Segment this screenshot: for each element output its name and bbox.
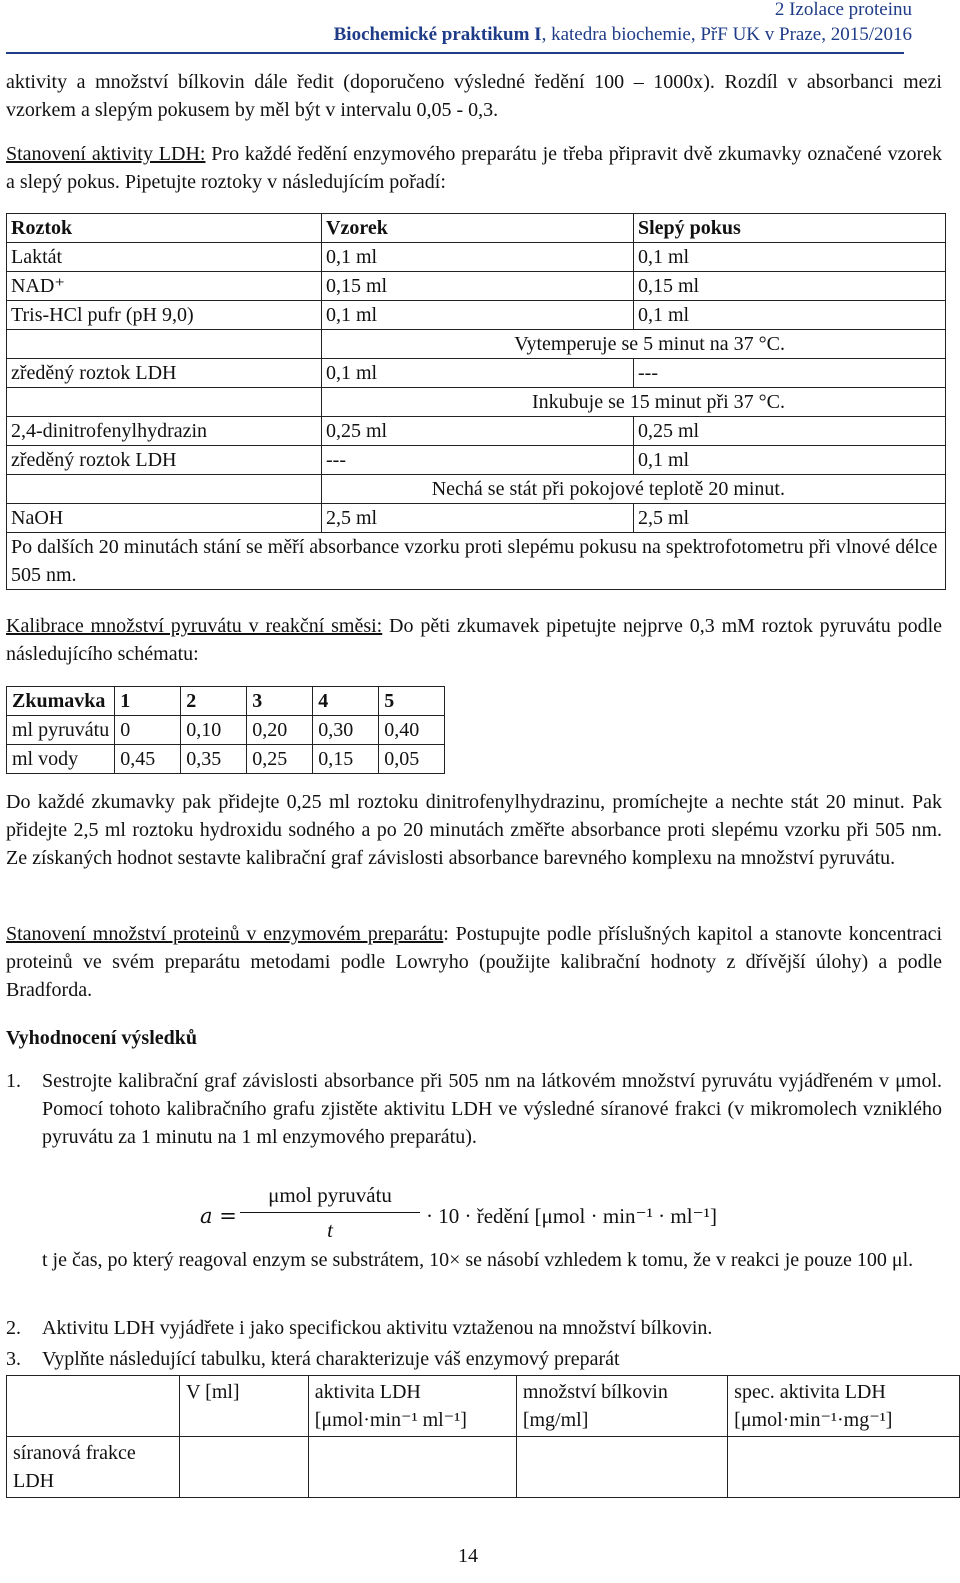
table-header-cell: V [ml]	[180, 1376, 309, 1437]
calib-section-title: Kalibrace množství pyruvátu v reakční směsi:	[6, 615, 383, 637]
table-cell: 0,15 ml	[634, 272, 946, 301]
table-cell: 0,1 ml	[634, 243, 946, 272]
page-header	[0, 0, 912, 48]
table-note-row	[7, 330, 946, 359]
table-header-cell: 2	[181, 687, 247, 716]
table-cell: 0,1 ml	[322, 301, 634, 330]
list-item	[6, 1067, 942, 1151]
table-header-cell	[7, 1376, 180, 1437]
formula-lhs: a =	[200, 1204, 237, 1228]
table-note-cell: Nechá se stát při pokojové teplotě 20 minut.	[322, 475, 946, 504]
table-cell: 0,10	[181, 716, 247, 745]
table-header-row	[7, 1376, 960, 1437]
table-cell: NAD⁺	[7, 272, 322, 301]
table-cell: ---	[322, 446, 634, 475]
table-cell: 0	[115, 716, 181, 745]
table-row	[7, 745, 445, 774]
table-cell: zředěný roztok LDH	[7, 359, 322, 388]
table-cell: 0,1 ml	[322, 243, 634, 272]
table-cell: 0,40	[379, 716, 445, 745]
table-cell: ml pyruvátu	[7, 716, 115, 745]
table-cell: 0,1 ml	[322, 359, 634, 388]
table-cell: 0,1 ml	[634, 301, 946, 330]
table-cell: 0,1 ml	[634, 446, 946, 475]
fraction-bar	[240, 1212, 420, 1213]
formula-fraction	[240, 1180, 420, 1245]
table-header-cell: 3	[247, 687, 313, 716]
table-cell: ml vody	[7, 745, 115, 774]
list-item-number: 3.	[6, 1348, 21, 1370]
table-cell: 0,15	[313, 745, 379, 774]
results-heading: Vyhodnocení výsledků	[6, 1027, 197, 1049]
calibration-table	[6, 686, 445, 774]
formula-rest: · 10 · ředění [μmol · min⁻¹ · ml⁻¹]	[426, 1204, 717, 1228]
table-cell: NaOH	[7, 504, 322, 533]
table-header-cell: Slepý pokus	[634, 214, 946, 243]
formula-note	[6, 1246, 942, 1274]
table-cell	[728, 1437, 960, 1498]
table-cell: 0,20	[247, 716, 313, 745]
table-header-cell: 4	[313, 687, 379, 716]
results-list-1	[6, 1067, 942, 1151]
table-cell: 0,15 ml	[322, 272, 634, 301]
course-details: , katedra biochemie, PřF UK v Praze, 2015/2016	[541, 24, 912, 45]
formula-note-block	[6, 1246, 942, 1274]
table-cell: zředěný roztok LDH	[7, 446, 322, 475]
table-cell: 0,05	[379, 745, 445, 774]
table-header-cell: Zkumavka	[7, 687, 115, 716]
table-cell: ---	[634, 359, 946, 388]
formula-numerator: μmol pyruvátu	[268, 1183, 392, 1207]
table-note-cell: Vytemperuje se 5 minut na 37 °C.	[322, 330, 946, 359]
table-cell: 2,4-dinitrofenylhydrazin	[7, 417, 322, 446]
calib-after-paragraph: Do každé zkumavky pak přidejte 0,25 ml roztoku dinitrofenylhydrazinu, promíchejte a nechte stát 20 minut. Pak přidejte 2,5 ml roztoku hydroxidu sodného a po 20 minutách změřte absorbance proti slepému vzorku při 505 nm. Ze získaných hodnot sestavte kalibrační graf závislosti absorbance barevného komplexu na množství pyruvátu.	[6, 791, 942, 869]
ldh-section-paragraph	[6, 140, 942, 196]
table-row	[7, 1437, 960, 1498]
formula-note-text: t je čas, po který reagoval enzym se substrátem, 10× se násobí vzhledem k tomu, že v reakci je pouze 100 μl.	[42, 1249, 914, 1271]
table-cell: Tris-HCl pufr (pH 9,0)	[7, 301, 322, 330]
table-row	[7, 301, 946, 330]
table-row	[7, 272, 946, 301]
protein-section-text: : Postupujte podle příslušných kapitol a stanovte koncentraci proteinů ve svém preparátu metodami podle Lowryho (použijte kalibrační hodnoty z dřívější úlohy) a podle Bradforda.	[6, 923, 942, 1001]
table-row	[7, 716, 445, 745]
table-footer-row	[7, 533, 946, 590]
table-cell	[7, 388, 322, 417]
table-cell	[308, 1437, 516, 1498]
table-cell	[7, 330, 322, 359]
table-cell: 0,30	[313, 716, 379, 745]
calib-section-paragraph	[6, 612, 942, 668]
results-list-2	[6, 1314, 942, 1373]
table-cell: Laktát	[7, 243, 322, 272]
table-cell: 2,5 ml	[634, 504, 946, 533]
table-footer-cell: Po dalších 20 minutách stání se měří absorbance vzorku proti slepému pokusu na spektrofotometru při vlnové délce 505 nm.	[7, 533, 946, 590]
list-item	[6, 1314, 942, 1342]
table-cell: 0,25 ml	[634, 417, 946, 446]
table-cell: síranová frakce LDH	[7, 1437, 180, 1498]
page-number: 14	[458, 1545, 478, 1567]
table-cell: 2,5 ml	[322, 504, 634, 533]
list-item-number: 2.	[6, 1317, 21, 1339]
table-row	[7, 359, 946, 388]
table-header-cell: spec. aktivita LDH [μmol·min⁻¹·mg⁻¹]	[728, 1376, 960, 1437]
ldh-pipetting-table	[6, 213, 946, 590]
table-row	[7, 446, 946, 475]
table-cell: 0,35	[181, 745, 247, 774]
course-title	[0, 22, 912, 48]
table-cell: 0,45	[115, 745, 181, 774]
table-header-cell: množství bílkovin [mg/ml]	[516, 1376, 727, 1437]
table-note-row	[7, 388, 946, 417]
calib-section-text: Do pěti zkumavek pipetujte nejprve 0,3 mM roztok pyruvátu podle následujícího schématu:	[6, 615, 942, 665]
preparation-summary-table	[6, 1375, 960, 1498]
list-item-text: Aktivitu LDH vyjádřete i jako specifickou aktivitu vztaženou na množství bílkovin.	[42, 1317, 713, 1339]
intro-paragraph: aktivity a množství bílkovin dále ředit (doporučeno výsledné ředění 100 – 1000x). Rozdíl v absorbanci mezi vzorkem a slepým pokusem by měl být v intervalu 0,05 - 0,3.	[6, 71, 942, 121]
protein-section-title: Stanovení množství proteinů v enzymovém preparátu	[6, 923, 444, 945]
table-header-cell: Vzorek	[322, 214, 634, 243]
chapter-title: 2 Izolace proteinu	[774, 0, 912, 20]
table-header-row	[7, 214, 946, 243]
header-rule	[6, 52, 904, 54]
table-header-cell: aktivita LDH [μmol·min⁻¹ ml⁻¹]	[308, 1376, 516, 1437]
table-header-cell: Roztok	[7, 214, 322, 243]
course-name: Biochemické praktikum I	[333, 24, 542, 45]
protein-section-paragraph	[6, 920, 942, 1004]
table-header-row	[7, 687, 445, 716]
table-cell: 0,25 ml	[322, 417, 634, 446]
table-header-cell: 5	[379, 687, 445, 716]
table-cell	[516, 1437, 727, 1498]
table-note-cell: Inkubuje se 15 minut při 37 °C.	[322, 388, 946, 417]
list-item	[6, 1345, 942, 1373]
table-note-row	[7, 475, 946, 504]
ldh-section-title: Stanovení aktivity LDH:	[6, 143, 206, 165]
list-item-number: 1.	[6, 1070, 21, 1092]
table-cell	[7, 475, 322, 504]
formula-denominator: t	[327, 1218, 333, 1242]
ldh-section-text: Pro každé ředění enzymového preparátu je třeba připravit dvě zkumavky označené vzorek a slepý pokus. Pipetujte roztoky v následujícím pořadí:	[6, 143, 942, 193]
list-item-text: Sestrojte kalibrační graf závislosti absorbance při 505 nm na látkovém množství pyruvátu vyjádřeném v μmol. Pomocí tohoto kalibračního grafu zjistěte aktivitu LDH ve výsledné síranové frakci (v mikromolech vzniklého pyruvátu za 1 minutu na 1 ml enzymového preparátu).	[42, 1070, 942, 1148]
table-cell	[180, 1437, 309, 1498]
list-item-text: Vyplňte následující tabulku, která charakterizuje váš enzymový preparát	[42, 1348, 620, 1370]
table-row	[7, 504, 946, 533]
table-header-cell: 1	[115, 687, 181, 716]
table-row	[7, 417, 946, 446]
table-row	[7, 243, 946, 272]
table-cell: 0,25	[247, 745, 313, 774]
